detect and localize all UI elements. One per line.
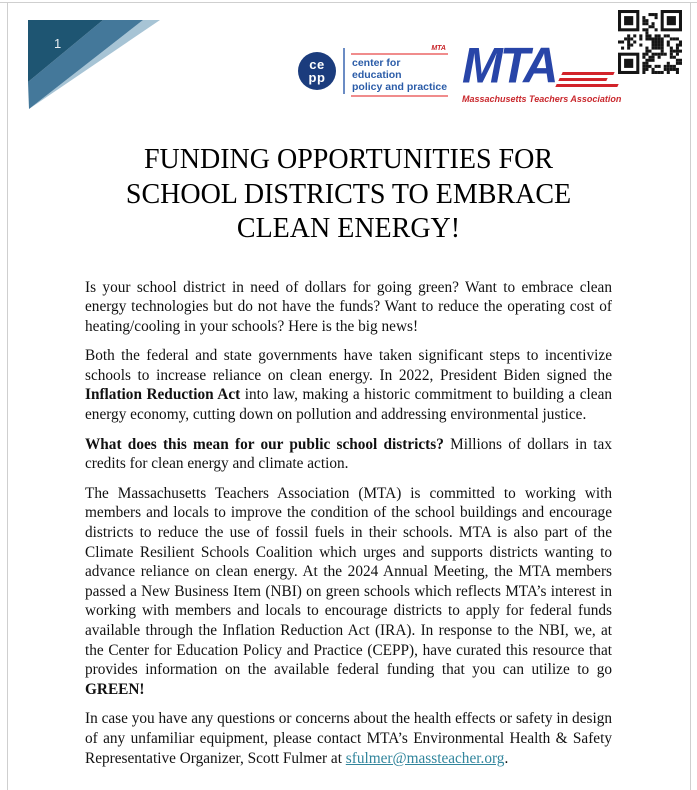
cepp-text-line2: policy and practice bbox=[352, 80, 448, 93]
body-paragraphs bbox=[85, 278, 612, 769]
mta-subtitle: Massachusetts Teachers Association bbox=[462, 94, 622, 104]
body-text: into law, making a historic commitment to building a clean energy economy, cutting down on pollution and addressing environmental justice. bbox=[85, 386, 613, 424]
qr-code bbox=[618, 10, 682, 74]
title-line-3: CLEAN ENERGY! bbox=[236, 213, 461, 244]
cepp-circle-line2: pp bbox=[308, 70, 326, 85]
document-title bbox=[85, 143, 612, 247]
bold-text: What does this mean for our public school districts? bbox=[85, 435, 444, 453]
body-text: In case you have any questions or concerns about the health effects or safety in design of any unfamiliar equipment, please contact MTA’s Environmental Health & Safety Representative Organizer, Scott Fulmer at bbox=[85, 710, 612, 767]
document-content bbox=[85, 0, 612, 778]
page-border-left bbox=[7, 2, 8, 790]
paragraph bbox=[85, 278, 612, 337]
bold-text: Inflation Reduction Act bbox=[85, 386, 241, 404]
body-text: The Massachusetts Teachers Association (MTA) is committed to working with members and locals to improve the condition of the school buildings and encourage districts to reduce the use of fossil fuels in their schools. MTA is also part of the Climate Resilient Schools Coalition which urges and supports districts wanting to advance reliance on clean energy. At the 2024 Annual Meeting, the MTA members passed a New Business Item (NBI) on green schools which reflects MTA’s interest in working with members and locals to encourage districts to apply for federal funds available through the Inflation Reduction Act (IRA). In response to the NBI, we, at the Center for Education Policy and Practice (CEPP), have curated this resource that provides information on the available federal funding that you can utilize to go bbox=[85, 484, 612, 679]
paragraph bbox=[85, 435, 612, 474]
body-text: Is your school district in need of dollars for going green? Want to embrace clean energy technologies but do not have the funds? Want to reduce the operating cost of heating/cooling in your schools? Here is the big news! bbox=[85, 278, 612, 335]
body-text: Millions of dollars in tax credits for clean energy and climate action. bbox=[85, 435, 612, 473]
body-text: . bbox=[504, 749, 509, 767]
email-link[interactable]: sfulmer@massteacher.org bbox=[345, 749, 505, 767]
cepp-text-line1: center for education bbox=[352, 56, 402, 81]
paragraph bbox=[85, 709, 612, 768]
body-text: Both the federal and state governments have taken significant steps to incentivize schools to increase reliance on clean energy. In 2022, President Biden signed the bbox=[85, 347, 612, 384]
mta-acronym: MTA bbox=[462, 38, 556, 94]
bold-text: GREEN! bbox=[85, 680, 145, 698]
page-border-right bbox=[690, 2, 691, 790]
mta-mini-mark: MTA bbox=[431, 44, 446, 52]
page-number: 1 bbox=[54, 36, 62, 51]
title-line-1: FUNDING OPPORTUNITIES FOR bbox=[143, 144, 554, 175]
title-line-2: SCHOOL DISTRICTS TO EMBRACE bbox=[125, 178, 572, 210]
cepp-circle-line1: ce bbox=[309, 57, 325, 72]
paragraph bbox=[85, 484, 612, 700]
paragraph bbox=[85, 346, 612, 424]
qr-code-graphic bbox=[618, 10, 682, 74]
